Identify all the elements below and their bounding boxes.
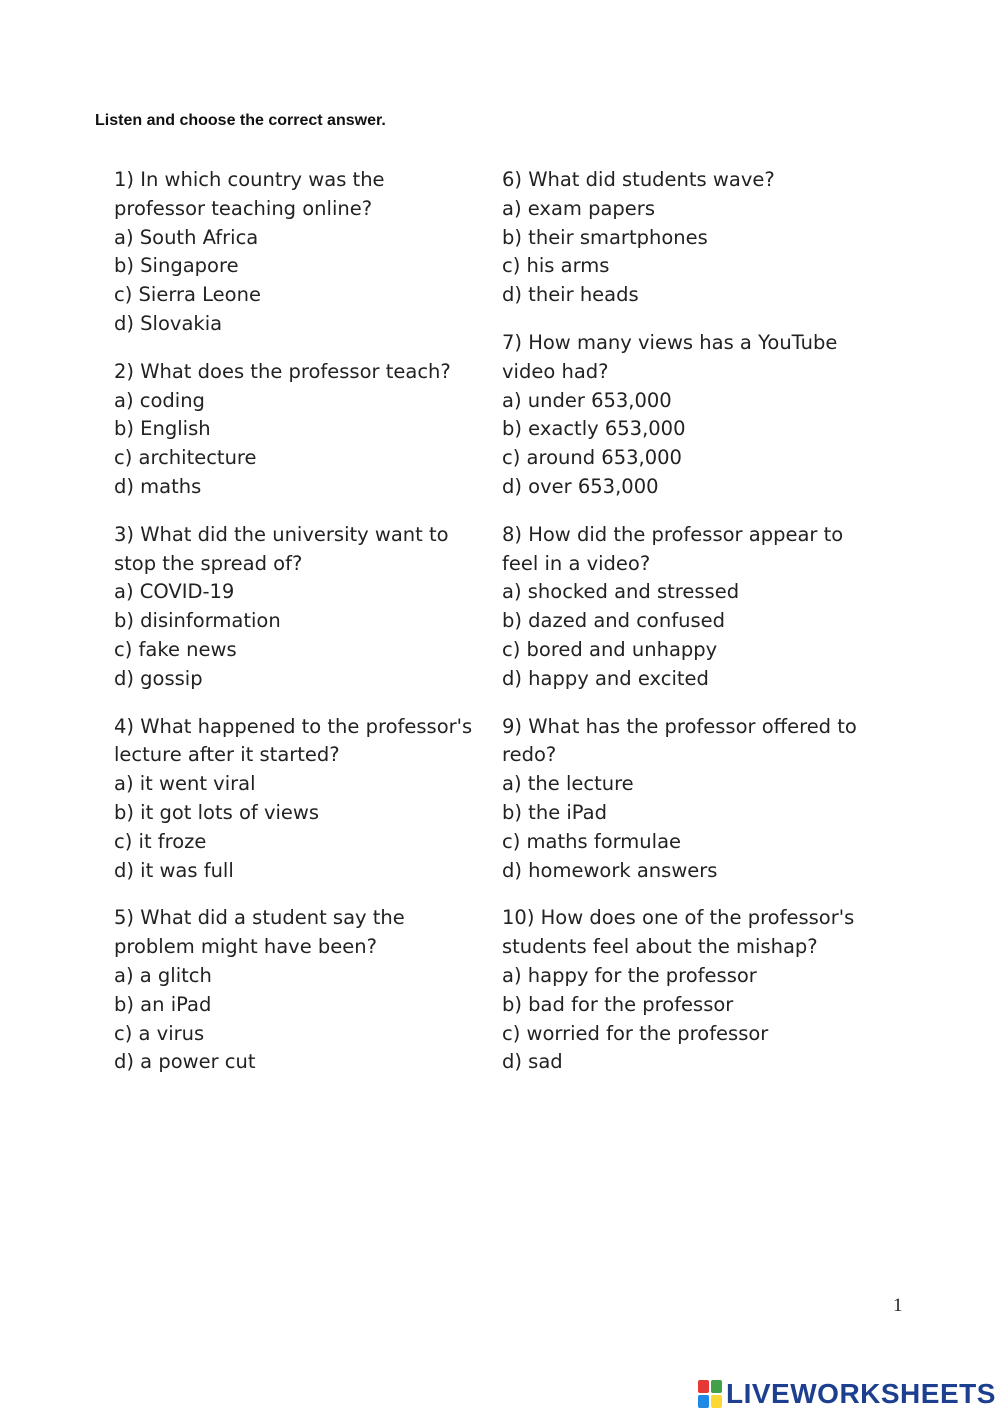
logo-square-yellow [711, 1395, 722, 1408]
question-text: video had? [502, 359, 609, 383]
answer-option[interactable]: a) South Africa [114, 225, 259, 249]
question-text: 1) In which country was the [114, 168, 385, 191]
answer-option[interactable]: d) it was full [114, 858, 234, 882]
question-text: 4) What happened to the professor's [114, 714, 473, 738]
question-text: problem might have been? [114, 935, 378, 959]
answer-option[interactable]: a) it went viral [114, 772, 256, 796]
question-text: 3) What did the university want to [114, 522, 449, 546]
question-text: professor teaching online? [114, 196, 373, 220]
question-block [114, 521, 494, 694]
answer-option[interactable]: a) COVID-19 [114, 580, 235, 604]
question-block [114, 358, 494, 502]
question-text: 8) How did the professor appear to [502, 522, 844, 546]
answer-option[interactable]: d) homework answers [502, 858, 718, 882]
answer-option[interactable]: a) shocked and stressed [502, 580, 740, 604]
question-block [114, 166, 494, 339]
question-block [502, 713, 882, 886]
answer-option[interactable]: c) worried for the professor [502, 1021, 769, 1045]
instruction-heading: Listen and choose the correct answer. [95, 112, 386, 129]
answer-option[interactable]: c) around 653,000 [502, 446, 682, 470]
answer-option[interactable]: b) Singapore [114, 254, 239, 278]
answer-option[interactable]: c) it froze [114, 829, 207, 853]
questions-right-column [502, 166, 882, 1096]
questions-left-column [114, 166, 494, 1096]
question-text: stop the spread of? [114, 551, 303, 575]
answer-option[interactable]: c) a virus [114, 1021, 205, 1045]
answer-option[interactable]: d) a power cut [114, 1050, 256, 1074]
question-block [502, 329, 882, 502]
answer-option[interactable]: c) architecture [114, 446, 257, 470]
liveworksheets-brand[interactable] [698, 1377, 996, 1411]
answer-option[interactable]: a) coding [114, 388, 205, 412]
question-text: 6) What did students wave? [502, 168, 775, 191]
answer-option[interactable]: b) exactly 653,000 [502, 417, 686, 441]
answer-option[interactable]: b) disinformation [114, 609, 281, 633]
answer-option[interactable]: a) the lecture [502, 772, 634, 796]
answer-option[interactable]: b) an iPad [114, 992, 212, 1016]
answer-option[interactable]: c) maths formulae [502, 829, 682, 853]
answer-option[interactable]: a) a glitch [114, 963, 212, 987]
brand-name: LIVEWORKSHEETS [726, 1378, 996, 1409]
logo-square-green [711, 1380, 722, 1393]
question-block [114, 713, 494, 886]
question-text: 7) How many views has a YouTube [502, 330, 838, 354]
liveworksheets-logo-icon [698, 1380, 722, 1408]
question-block [114, 904, 494, 1077]
answer-option[interactable]: b) bad for the professor [502, 992, 734, 1016]
question-text: feel in a video? [502, 551, 651, 575]
answer-option[interactable]: b) their smartphones [502, 225, 708, 249]
logo-square-red [698, 1380, 709, 1393]
answer-option[interactable]: b) English [114, 417, 211, 441]
answer-option[interactable]: d) sad [502, 1050, 563, 1074]
question-text: 9) What has the professor offered to [502, 714, 857, 738]
question-block [502, 904, 882, 1077]
answer-option[interactable]: a) exam papers [502, 196, 655, 220]
question-block [502, 521, 882, 694]
answer-option[interactable]: d) gossip [114, 666, 203, 690]
answer-option[interactable]: c) his arms [502, 254, 610, 278]
answer-option[interactable]: d) over 653,000 [502, 474, 659, 498]
question-block [502, 166, 882, 310]
answer-option[interactable]: a) happy for the professor [502, 963, 757, 987]
answer-option[interactable]: b) dazed and confused [502, 609, 725, 633]
question-text: students feel about the mishap? [502, 935, 818, 959]
answer-option[interactable]: c) bored and unhappy [502, 637, 718, 661]
question-text: 2) What does the professor teach? [114, 359, 451, 383]
answer-option[interactable]: d) Slovakia [114, 311, 223, 335]
question-text: redo? [502, 743, 557, 767]
answer-option[interactable]: a) under 653,000 [502, 388, 672, 412]
answer-option[interactable]: d) maths [114, 474, 202, 498]
question-text: 5) What did a student say the [114, 906, 405, 930]
answer-option[interactable]: c) Sierra Leone [114, 283, 261, 307]
answer-option[interactable]: d) their heads [502, 283, 639, 307]
logo-square-blue [698, 1395, 709, 1408]
answer-option[interactable]: b) the iPad [502, 800, 608, 824]
answer-option[interactable]: d) happy and excited [502, 666, 709, 690]
question-text: lecture after it started? [114, 743, 340, 767]
question-text: 10) How does one of the professor's [502, 906, 855, 930]
page-number: 1 [893, 1295, 903, 1316]
answer-option[interactable]: c) fake news [114, 637, 237, 661]
answer-option[interactable]: b) it got lots of views [114, 800, 320, 824]
